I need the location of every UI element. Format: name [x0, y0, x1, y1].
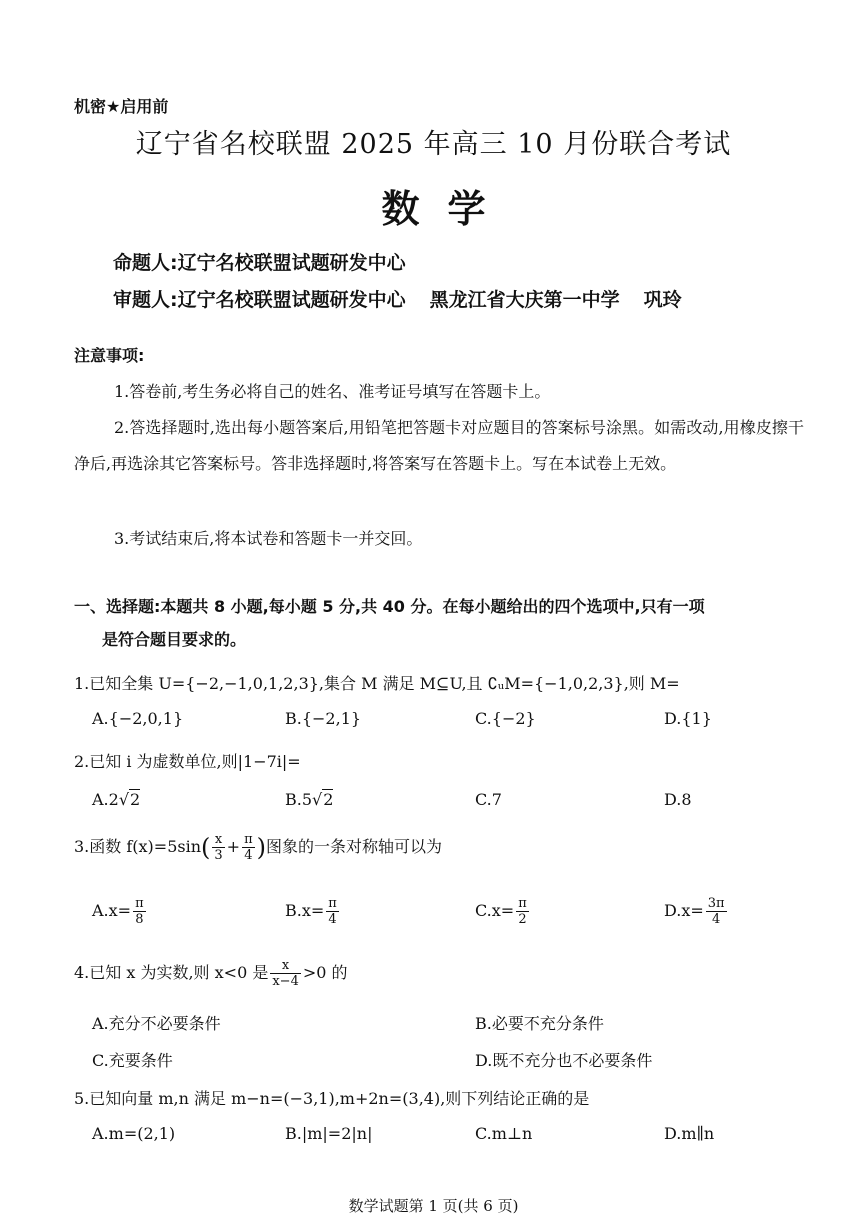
question-1-option-c: C.{−2}: [475, 709, 536, 728]
exam-title: 辽宁省名校联盟 2025 年高三 10 月份联合考试: [135, 129, 732, 160]
question-4-option-c: C.充要条件: [92, 1051, 173, 1070]
question-1-stem: 1.已知全集 U={−2,−1,0,1,2,3},集合 M 满足 M⊆U,且 ∁ᵤM={−1,0,2,3},则 M=: [74, 674, 680, 693]
notice-item-1: 1.答卷前,考生务必将自己的姓名、准考证号填写在答题卡上。: [114, 382, 551, 401]
subject-title: 数学: [381, 187, 514, 231]
question-2-option-b: B.5√2: [285, 790, 334, 809]
section-heading-line2: 是符合题目要求的。: [102, 630, 247, 649]
reviewer-org: 审题人:辽宁名校联盟试题研发中心: [113, 289, 406, 311]
question-1-option-d: D.{1}: [664, 709, 712, 728]
question-3-option-d: D.x= $\frac{3\pi}{4}$: [664, 896, 725, 927]
confidential-label: 机密★启用前: [74, 97, 169, 116]
question-5-option-d: D.m∥n: [664, 1124, 715, 1143]
notice-item-2: 2.答选择题时,选出每小题答案后,用铅笔把答题卡对应题目的答案标号涂黑。如需改动,用橡皮擦干净后,再选涂其它答案标号。答非选择题时,将答案写在答题卡上。写在本试卷上无效。: [74, 418, 804, 473]
question-5-option-a: A.m=(2,1): [92, 1124, 176, 1143]
question-4-option-d: D.既不充分也不必要条件: [475, 1051, 653, 1070]
notice-item-3: 3.考试结束后,将本试卷和答题卡一并交回。: [114, 529, 423, 548]
question-2-option-a: A.2√2: [92, 790, 141, 809]
fraction: $\frac{x}{x-4}$: [272, 958, 299, 989]
reviewer-school: 黑龙江省大庆第一中学: [429, 289, 620, 311]
question-4-option-a: A.充分不必要条件: [92, 1014, 221, 1033]
section-heading-line1: 一、选择题:本题共 8 小题,每小题 5 分,共 40 分。在每小题给出的四个选项中,只有一项: [74, 597, 705, 616]
fraction: $\frac{\pi}{4}$: [244, 832, 253, 863]
question-3-option-c: C.x= $\frac{\pi}{2}$: [475, 896, 527, 927]
question-4-option-b: B.必要不充分条件: [475, 1014, 604, 1033]
question-5-option-c: C.m⊥n: [475, 1124, 533, 1143]
section-heading: [74, 590, 804, 656]
reviewer-name: 巩玲: [643, 289, 682, 311]
question-4-stem: 4.已知 x 为实数,则 x<0 是 $\frac{x}{x-4}$ >0 的: [74, 958, 348, 989]
page-footer: 数学试题第 1 页(共 6 页): [348, 1197, 519, 1215]
radicand: 2: [323, 790, 334, 809]
question-5-option-b: B.|m|=2|n|: [285, 1124, 373, 1143]
question-1-option-a: A.{−2,0,1}: [92, 709, 184, 728]
question-2-option-d: D.8: [664, 790, 692, 809]
question-3-stem: 3.函数 f(x)=5sin( $\frac{x}{3}$ + $\frac{\pi}{4}$ )图象的一条对称轴可以为: [74, 832, 443, 863]
notice-heading: 注意事项:: [74, 346, 145, 365]
question-1-option-b: B.{−2,1}: [285, 709, 362, 728]
reviewer-line: [113, 285, 682, 312]
question-3-option-a: A.x= $\frac{\pi}{8}$: [92, 896, 144, 927]
question-2-stem: 2.已知 i 为虚数单位,则|1−7i|=: [74, 752, 301, 771]
question-3-option-b: B.x= $\frac{\pi}{4}$: [285, 896, 337, 927]
fraction: $\frac{x}{3}$: [214, 832, 223, 863]
question-2-option-c: C.7: [475, 790, 502, 809]
radicand: 2: [130, 790, 141, 809]
question-5-stem: 5.已知向量 m,n 满足 m−n=(−3,1),m+2n=(3,4),则下列结论正确的是: [74, 1089, 590, 1108]
author-line: 命题人:辽宁名校联盟试题研发中心: [113, 252, 406, 274]
